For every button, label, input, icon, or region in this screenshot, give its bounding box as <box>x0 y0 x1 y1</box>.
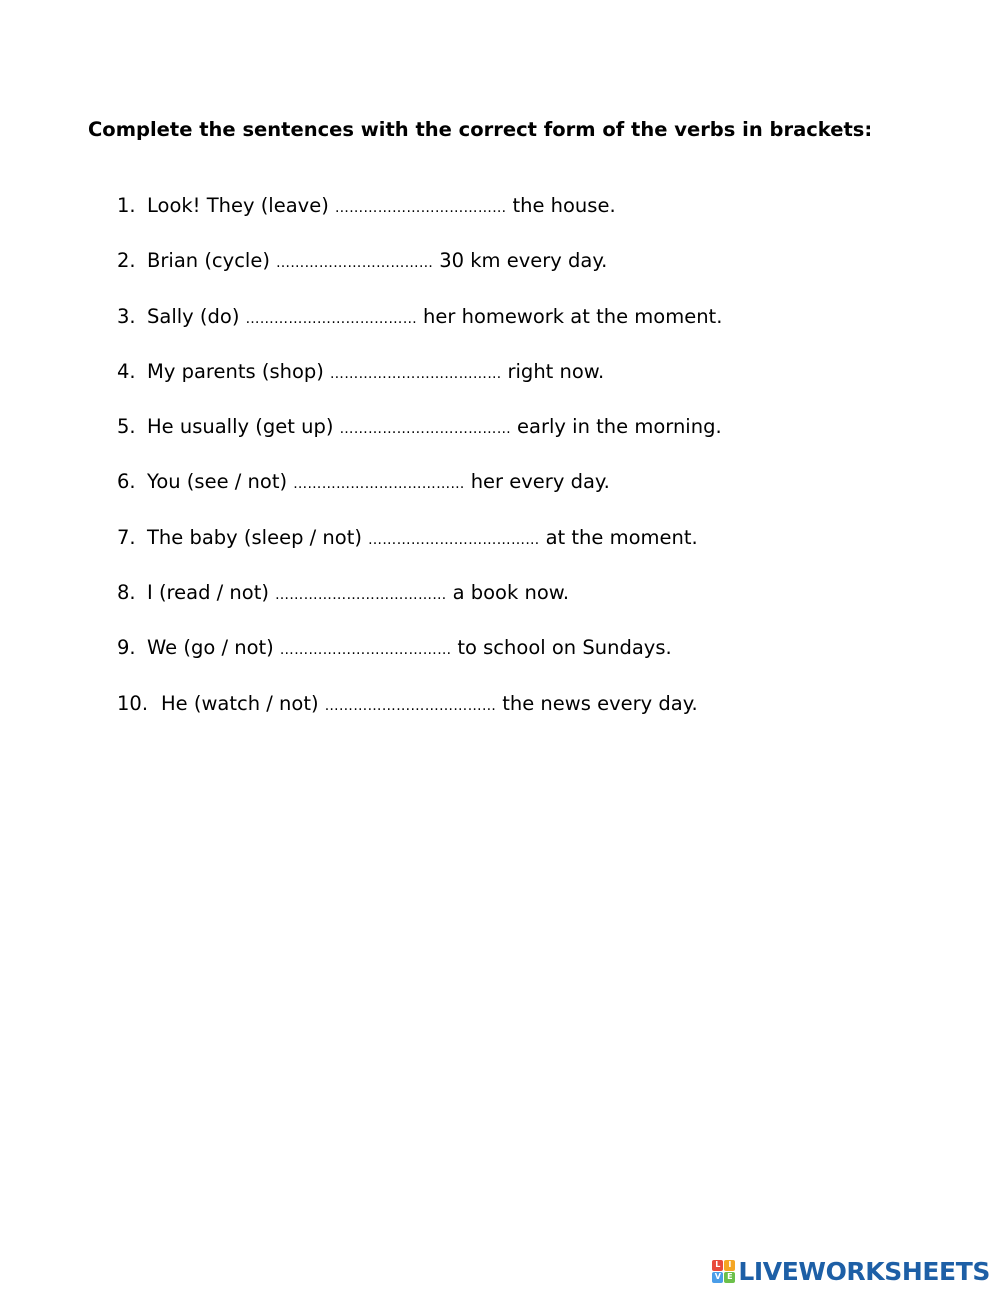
item-prompt: I (read / not) <box>147 581 269 605</box>
item-prompt: The baby (sleep / not) <box>147 525 362 549</box>
item-ending: right now. <box>507 359 605 383</box>
item-number: 1. <box>117 194 136 217</box>
item-ending: 30 km every day. <box>439 249 608 273</box>
answer-blank[interactable]: ……………………………… <box>367 531 540 548</box>
item-number: 2. <box>117 249 136 273</box>
item-ending: her every day. <box>470 470 610 494</box>
item-prompt: We (go / not) <box>147 636 274 660</box>
logo-cube-i: I <box>724 1260 735 1271</box>
exercise-item-1 <box>117 190 722 245</box>
exercise-item-10 <box>117 688 722 743</box>
item-ending: a book now. <box>452 581 570 605</box>
brand-name: LIVEWORKSHEETS <box>738 1256 990 1286</box>
item-number: 7. <box>117 525 136 549</box>
item-number: 8. <box>117 581 136 605</box>
worksheet-title: Complete the sentences with the correct form of the verbs in brackets: <box>88 118 873 141</box>
item-ending: to school on Sundays. <box>457 636 672 660</box>
exercise-item-8 <box>117 577 722 632</box>
answer-blank[interactable]: ……………………………… <box>274 587 447 604</box>
item-ending: early in the morning. <box>517 415 722 439</box>
live-cubes-logo-icon <box>712 1260 735 1283</box>
exercise-item-7 <box>117 522 722 577</box>
logo-cube-v: V <box>712 1272 723 1283</box>
answer-blank[interactable]: ……………………………… <box>245 310 418 327</box>
answer-blank[interactable]: ……………………………… <box>329 365 502 382</box>
item-number: 10. <box>117 691 149 715</box>
answer-blank[interactable]: ……………………………… <box>324 697 497 714</box>
item-number: 5. <box>117 415 136 439</box>
exercise-list <box>117 190 722 743</box>
answer-blank[interactable]: ……………………………… <box>334 200 507 216</box>
answer-blank[interactable]: …………………………… <box>275 255 434 272</box>
item-ending: the news every day. <box>502 691 698 715</box>
exercise-item-9 <box>117 632 722 687</box>
item-ending: at the moment. <box>545 525 698 549</box>
item-prompt: Look! They (leave) <box>147 194 329 217</box>
item-prompt: Sally (do) <box>147 304 240 328</box>
item-prompt: My parents (shop) <box>147 359 324 383</box>
item-prompt: He usually (get up) <box>147 415 334 439</box>
exercise-item-3 <box>117 301 722 356</box>
answer-blank[interactable]: ……………………………… <box>293 476 465 493</box>
answer-blank[interactable]: ……………………………… <box>339 421 512 438</box>
item-number: 4. <box>117 359 136 383</box>
item-number: 6. <box>117 470 136 494</box>
exercise-item-6 <box>117 466 722 521</box>
item-prompt: Brian (cycle) <box>147 249 270 273</box>
item-ending: the house. <box>512 194 616 217</box>
liveworksheets-brand[interactable] <box>712 1256 990 1286</box>
logo-cube-e: E <box>724 1272 735 1283</box>
item-prompt: You (see / not) <box>147 470 288 494</box>
logo-cube-l: L <box>712 1260 723 1271</box>
item-number: 9. <box>117 636 136 660</box>
item-ending: her homework at the moment. <box>423 304 723 328</box>
item-prompt: He (watch / not) <box>161 691 319 715</box>
exercise-item-5 <box>117 411 722 466</box>
answer-blank[interactable]: ……………………………… <box>279 642 452 659</box>
exercise-item-2 <box>117 245 722 300</box>
exercise-item-4 <box>117 356 722 411</box>
item-number: 3. <box>117 304 136 328</box>
